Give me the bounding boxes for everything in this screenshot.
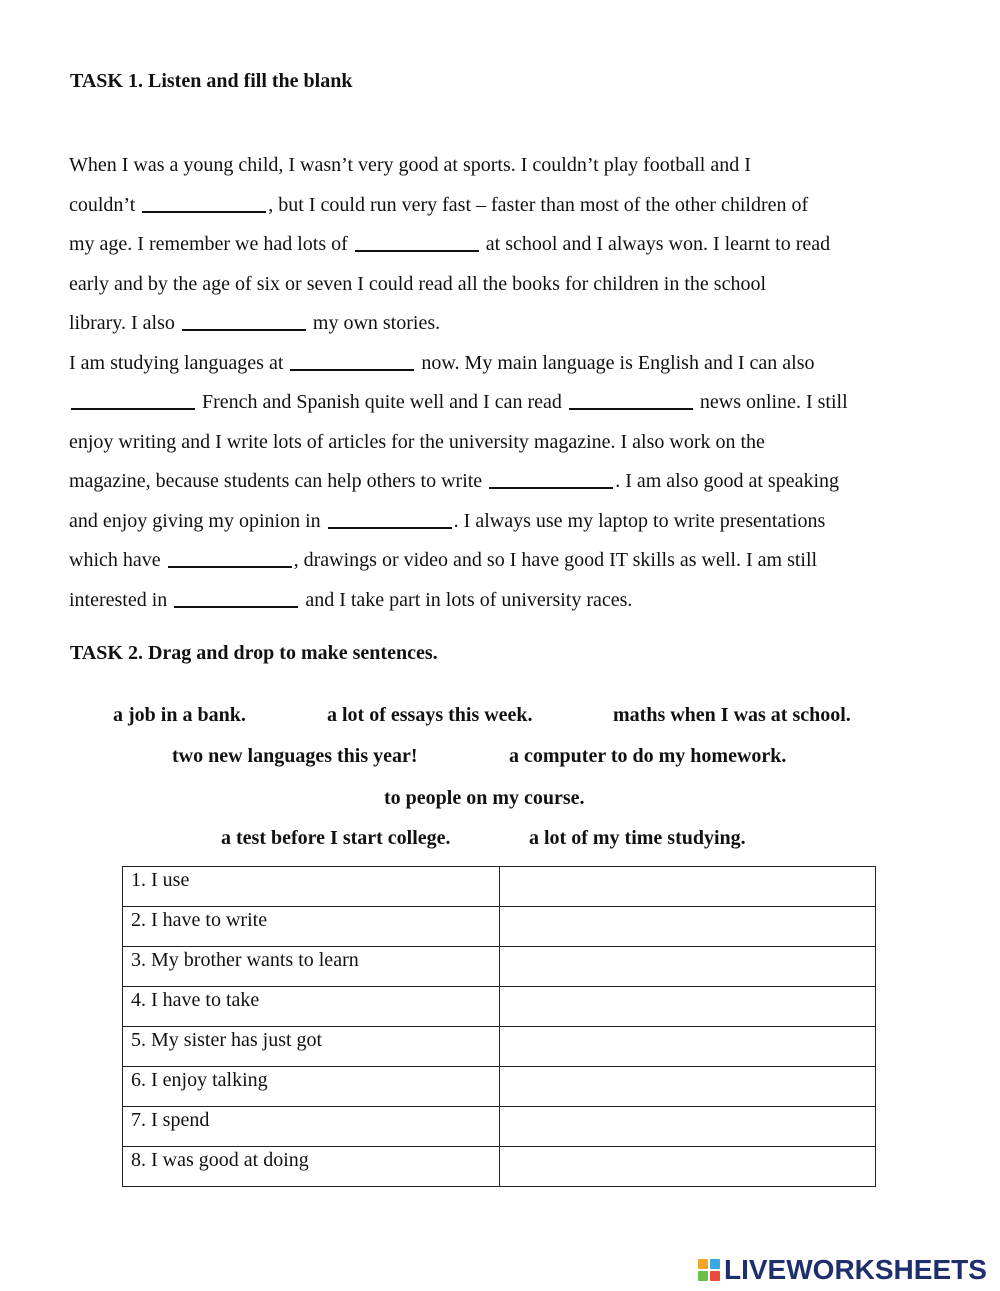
word-chip[interactable]: a computer to do my homework.: [509, 745, 787, 767]
table-row: [123, 867, 876, 907]
passage-line: [69, 146, 949, 186]
passage-line: [69, 462, 949, 502]
logo-blocks-icon: [698, 1259, 720, 1281]
table-row: [123, 947, 876, 987]
answer-blank[interactable]: [290, 347, 414, 371]
logo-block: [710, 1271, 720, 1281]
word-chip[interactable]: two new languages this year!: [172, 745, 418, 767]
liveworksheets-logo: [698, 1254, 987, 1286]
passage-text: couldn’t: [69, 193, 141, 216]
answer-blank[interactable]: [489, 465, 613, 489]
word-chip[interactable]: a lot of my time studying.: [529, 827, 746, 849]
answer-blank[interactable]: [569, 386, 693, 410]
task1-heading: TASK 1. Listen and fill the blank: [70, 70, 353, 92]
word-chip[interactable]: maths when I was at school.: [613, 704, 851, 726]
fill-blank-passage: [69, 146, 949, 620]
logo-block: [698, 1271, 708, 1281]
sentence-prompt: 2. I have to write: [123, 907, 500, 947]
word-chip[interactable]: to people on my course.: [384, 787, 585, 809]
passage-text: news online. I still: [694, 391, 848, 413]
passage-line: [69, 581, 949, 621]
passage-text: interested in: [69, 588, 173, 611]
passage-line: [69, 304, 949, 344]
drop-zone[interactable]: [500, 1067, 876, 1107]
drop-zone[interactable]: [500, 947, 876, 987]
passage-text: , but I could run very fast – faster than most of the other children of: [268, 193, 809, 216]
drop-zone[interactable]: [500, 907, 876, 947]
task2-heading: TASK 2. Drag and drop to make sentences.: [70, 642, 438, 664]
word-chip[interactable]: a lot of essays this week.: [327, 704, 533, 726]
passage-text: now. My main language is English and I can also: [416, 351, 815, 374]
answer-blank[interactable]: [182, 307, 306, 331]
word-chip[interactable]: a job in a bank.: [113, 704, 246, 726]
answer-blank[interactable]: [142, 189, 266, 213]
answer-blank[interactable]: [174, 584, 298, 608]
passage-text: , drawings or video and so I have good IT skills as well. I am still: [293, 549, 818, 571]
passage-text: at school and I always won. I learnt to read: [480, 233, 831, 255]
passage-text: and I take part in lots of university races.: [300, 588, 633, 611]
passage-line: [69, 383, 949, 423]
passage-text: enjoy writing and I write lots of articles for the university magazine. I also work on the: [69, 430, 765, 453]
answer-blank[interactable]: [168, 544, 292, 568]
sentence-prompt: 4. I have to take: [123, 987, 500, 1027]
drop-zone[interactable]: [500, 1147, 876, 1187]
sentence-prompt: 7. I spend: [123, 1107, 500, 1147]
table-row: [123, 1027, 876, 1067]
table-row: [123, 987, 876, 1027]
table-row: [123, 1107, 876, 1147]
passage-text: my own stories.: [307, 312, 441, 334]
drop-zone[interactable]: [500, 987, 876, 1027]
passage-line: [69, 186, 949, 226]
answer-blank[interactable]: [355, 228, 479, 252]
drop-zone[interactable]: [500, 1107, 876, 1147]
passage-line: [69, 502, 949, 542]
sentence-prompt: 8. I was good at doing: [123, 1147, 500, 1187]
logo-block: [710, 1259, 720, 1269]
passage-text: my age. I remember we had lots of: [69, 233, 353, 255]
matching-table: [122, 866, 876, 1187]
passage-line: [69, 265, 949, 305]
table-row: [123, 907, 876, 947]
passage-text: French and Spanish quite well and I can read: [197, 391, 567, 413]
passage-text: and enjoy giving my opinion in: [69, 509, 326, 532]
table-row: [123, 1067, 876, 1107]
sentence-prompt: 1. I use: [123, 867, 500, 907]
answer-blank[interactable]: [71, 386, 195, 410]
passage-line: [69, 541, 949, 581]
drop-zone[interactable]: [500, 867, 876, 907]
passage-text: . I am also good at speaking: [615, 470, 840, 492]
logo-block: [698, 1259, 708, 1269]
passage-text: When I was a young child, I wasn’t very good at sports. I couldn’t play football and I: [69, 154, 751, 176]
logo-text: LIVEWORKSHEETS: [724, 1254, 987, 1285]
passage-text: magazine, because students can help others to write: [69, 470, 488, 492]
passage-text: early and by the age of six or seven I could read all the books for children in the school: [69, 272, 767, 295]
sentence-prompt: 3. My brother wants to learn: [123, 947, 500, 987]
passage-text: which have: [69, 549, 166, 571]
passage-text: . I always use my laptop to write presentations: [453, 509, 826, 532]
passage-text: I am studying languages at: [69, 351, 289, 374]
drop-zone[interactable]: [500, 1027, 876, 1067]
word-chip[interactable]: a test before I start college.: [221, 827, 451, 849]
passage-line: [69, 225, 949, 265]
answer-blank[interactable]: [328, 505, 452, 529]
passage-text: library. I also: [69, 312, 180, 334]
sentence-prompt: 6. I enjoy talking: [123, 1067, 500, 1107]
table-row: [123, 1147, 876, 1187]
passage-line: [69, 344, 949, 384]
sentence-prompt: 5. My sister has just got: [123, 1027, 500, 1067]
passage-line: [69, 423, 949, 463]
